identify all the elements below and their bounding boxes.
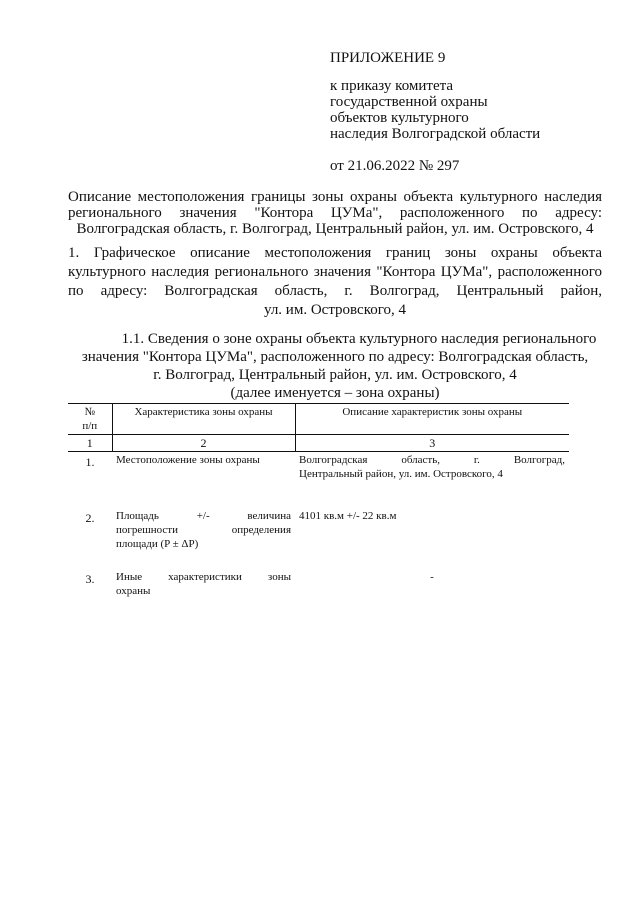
boundary-description xyxy=(68,189,602,237)
info-line: (далее именуется – зона охраны) xyxy=(230,385,440,401)
appendix-date: от 21.06.2022 № 297 xyxy=(330,158,460,174)
column-number: 1 xyxy=(68,435,112,452)
appendix-title: ПРИЛОЖЕНИЕ 9 xyxy=(330,50,446,66)
appendix-line: наследия Волгоградской области xyxy=(330,126,541,142)
graphic-line: 1. Графическое описание местоположения границ зоны охраны объекта xyxy=(68,245,602,261)
appendix-line: объектов культурного xyxy=(330,110,469,126)
description-line: регионального значения "Контора ЦУМа", расположенного по адресу: xyxy=(68,205,602,221)
row-value: Волгоградская область, г. Волгоград, Центральный район, ул. им. Островского, 4 xyxy=(299,454,565,480)
row-characteristic: Площадь +/- величина погрешности определения площади (P ± ΔP) xyxy=(116,509,291,550)
zone-table xyxy=(68,403,569,599)
header-num: № п/п xyxy=(68,404,112,435)
row-number: 1. xyxy=(85,455,95,469)
graphic-line: по адресу: Волгоградская область, г. Волгоград, Центральный район, xyxy=(68,283,602,299)
appendix-line: государственной охраны xyxy=(330,94,488,110)
graphic-description xyxy=(68,244,602,320)
header-characteristic: Характеристика зоны охраны xyxy=(112,404,295,435)
info-line: значения "Контора ЦУМа", расположенного по адресу: Волгоградская область, xyxy=(81,349,589,365)
row-number: 3. xyxy=(85,571,95,586)
row-number: 2. xyxy=(85,510,95,525)
info-line: 1.1. Сведения о зоне охраны объекта культурного наследия регионального xyxy=(121,331,597,347)
table-row xyxy=(68,508,569,569)
row-characteristic: Иные характеристики зоны охраны xyxy=(116,570,291,597)
description-line: Описание местоположения границы зоны охраны объекта культурного наследия xyxy=(68,189,602,205)
table-row xyxy=(68,569,569,599)
row-value: - xyxy=(430,570,434,583)
info-line: г. Волгоград, Центральный район, ул. им. Островского, 4 xyxy=(153,367,517,383)
column-number: 3 xyxy=(295,435,569,452)
table-row xyxy=(68,452,569,508)
appendix-line: к приказу комитета xyxy=(330,78,454,94)
row-characteristic: Местоположение зоны охраны xyxy=(116,454,260,466)
description-line: Волгоградская область, г. Волгоград, Центральный район, ул. им. Островского, 4 xyxy=(76,221,594,237)
header-description: Описание характеристик зоны охраны xyxy=(295,404,569,435)
table-header-row xyxy=(68,404,569,435)
column-number: 2 xyxy=(112,435,295,452)
zone-info-heading xyxy=(70,330,600,402)
column-number-row xyxy=(68,435,569,452)
graphic-line: культурного наследия регионального значения "Контора ЦУМа", расположенного xyxy=(68,264,602,280)
row-value: 4101 кв.м +/- 22 кв.м xyxy=(299,509,397,522)
graphic-line: ул. им. Островского, 4 xyxy=(263,302,407,318)
appendix-block xyxy=(330,50,540,174)
